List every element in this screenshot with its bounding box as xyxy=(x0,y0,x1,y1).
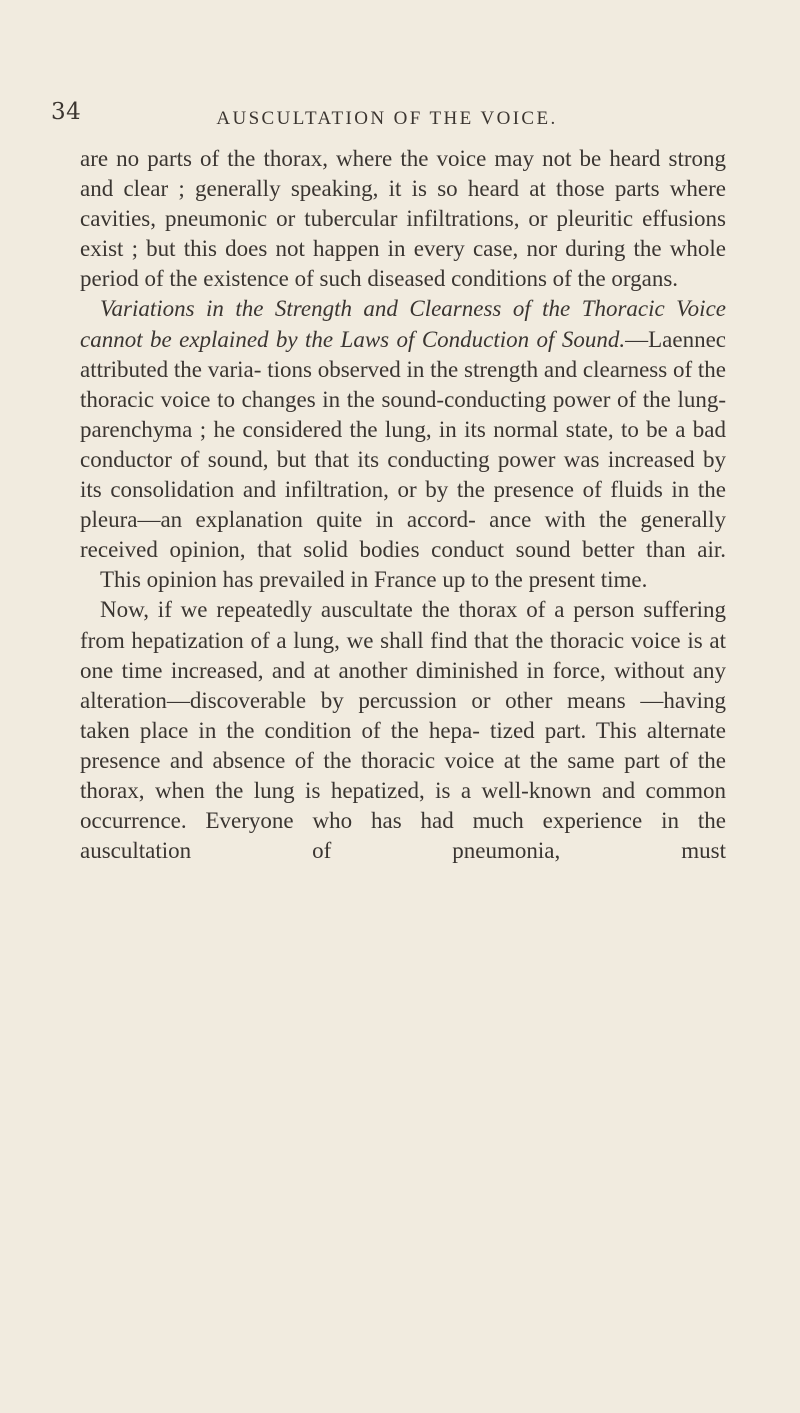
paragraph-2-text: —Laennec attributed the varia- tions observed in the strength and clearness of the thoracic voice to changes in the sound-conducting power of the lung-parenchyma ; he considered the lung, in its normal state, to be a bad conductor of sound, but that its conducting power was increased by its consolidation and infiltration, or by the presence of fluids in the pleura—an explanation quite in accord- ance with the generally received opinion, that solid bodies conduct sound better than air. xyxy=(80,326,726,563)
section-heading: Variations in the Strength and Clearness of the Thoracic Voice cannot be explained by the Laws of Conduction of Sound. xyxy=(80,296,726,352)
body-text xyxy=(80,144,726,866)
paragraph-3: This opinion has prevailed in France up to the present time. xyxy=(100,567,648,593)
running-head: AUSCULTATION OF THE VOICE. xyxy=(216,108,558,129)
paragraph-1: are no parts of the thorax, where the voice may not be heard strong and clear ; generally speaking, it is so heard at those parts where cavities, pneumonic or tubercular infiltrations, or pleuritic effusions exist ; but this does not happen in every case, nor during the whole period of the existence of such diseased conditions of the organs. xyxy=(80,146,726,292)
paragraph-4: Now, if we repeatedly auscultate the thorax of a person suffering from hepatization of a lung, we shall find that the thoracic voice is at one time increased, and at another diminished in force, without any alteration—discoverable by percussion or other means —having taken place in the condition of the hepa- tized part. This alternate presence and absence of the thoracic voice at the same part of the thorax, when the lung is hepatized, is a well-known and common occurrence. Everyone who has had much experience in the auscultation of pneumonia, must xyxy=(80,597,726,864)
paragraph-2 xyxy=(80,294,726,565)
page-number: 34 xyxy=(51,99,82,125)
